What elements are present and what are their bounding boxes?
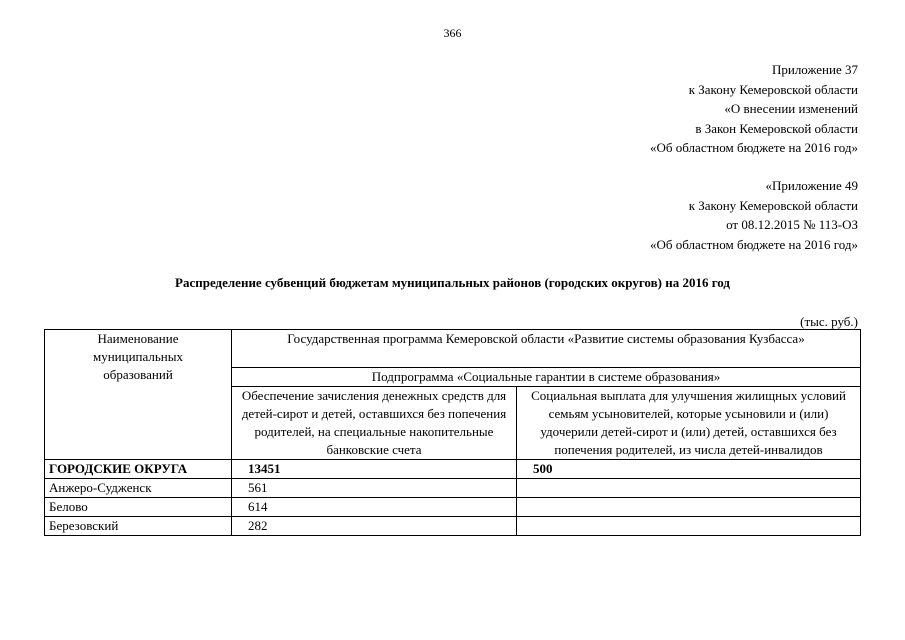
table-row — [45, 517, 861, 536]
row-name: Белово — [45, 498, 232, 517]
row-value-housing — [517, 479, 861, 498]
appendix-line: Приложение 37 — [771, 62, 858, 77]
appendix-line: «Об областном бюджете на 2016 год» — [650, 236, 858, 252]
column-header-name: Наименование муниципальных образований — [45, 330, 232, 460]
appendix-line: к Закону Кемеровской области — [688, 197, 858, 213]
page-number: 366 — [443, 26, 462, 40]
row-name: Березовский — [45, 517, 232, 536]
subprogram-header: Подпрограмма «Социальные гарантии в системе образования» — [232, 368, 861, 387]
program-header: Государственная программа Кемеровской области «Развитие системы образования Кузбасса» — [232, 330, 861, 368]
column-header-housing: Социальная выплата для улучшения жилищных условий семьям усыновителей, которые усыновили и (или) удочерили детей-сирот и (или) детей, оставшихся без попечения родителей, из числа детей-инвалидов — [517, 387, 861, 460]
table-row — [45, 479, 861, 498]
appendix-line: «Приложение 49 — [765, 178, 858, 193]
appendix-current — [650, 60, 858, 158]
appendix-line: к Закону Кемеровской области — [688, 81, 858, 97]
appendix-line: «Об областном бюджете на 2016 год» — [650, 140, 858, 155]
appendix-line: от 08.12.2015 № 113-ОЗ — [726, 217, 858, 232]
row-value-accounts: 13451 — [232, 460, 517, 479]
table-row — [45, 498, 861, 517]
units-label: (тыс. руб.) — [800, 314, 858, 329]
column-header-accounts: Обеспечение зачисления денежных средств для детей-сирот и детей, оставшихся без попечения родителей, на специальные накопительные банковские счета — [232, 387, 517, 460]
row-name: ГОРОДСКИЕ ОКРУГА — [45, 460, 232, 479]
row-value-accounts: 561 — [232, 479, 517, 498]
row-value-housing: 500 — [517, 460, 861, 479]
document-title: Распределение субвенций бюджетам муниципальных районов (городских округов) на 2016 год — [175, 275, 730, 290]
subventions-table — [44, 329, 861, 536]
row-value-housing — [517, 517, 861, 536]
appendix-line: «О внесении изменений — [724, 101, 858, 116]
row-value-accounts: 614 — [232, 498, 517, 517]
row-name: Анжеро-Судженск — [45, 479, 232, 498]
row-value-housing — [517, 498, 861, 517]
table-row — [45, 460, 861, 479]
appendix-original — [650, 176, 858, 254]
row-value-accounts: 282 — [232, 517, 517, 536]
appendix-line: в Закон Кемеровской области — [695, 120, 858, 136]
